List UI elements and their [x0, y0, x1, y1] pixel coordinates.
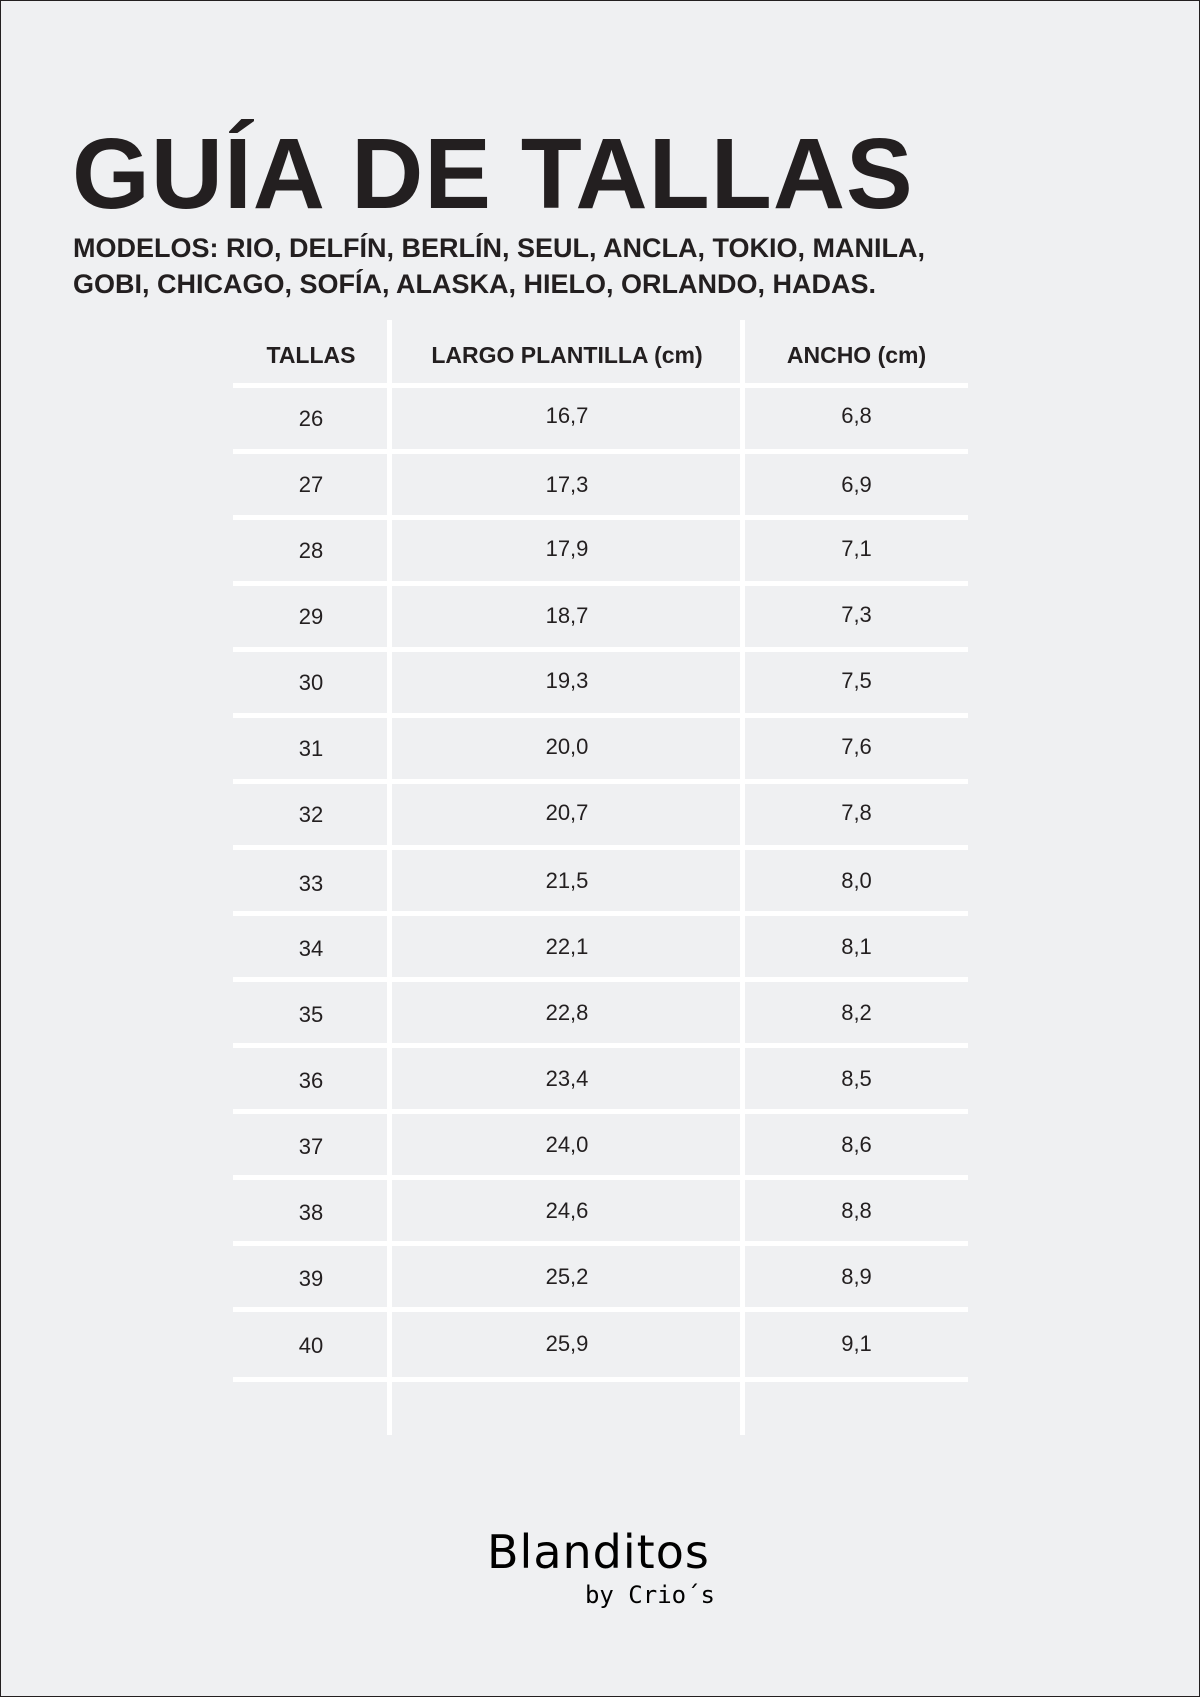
length-cell: 20,7	[545, 800, 589, 825]
row-divider	[233, 449, 968, 454]
width-cell: 8,8	[841, 1198, 872, 1223]
size-cell: 27	[298, 472, 324, 497]
row-divider	[233, 1175, 968, 1180]
row-divider	[233, 713, 968, 718]
length-cell: 18,7	[545, 603, 589, 628]
width-cell: 8,9	[841, 1264, 872, 1289]
header-tallas: TALLAS	[266, 342, 356, 368]
width-cell: 7,6	[841, 734, 872, 759]
size-cell: 30	[298, 670, 324, 695]
length-cell: 24,6	[545, 1198, 589, 1223]
width-cell: 7,8	[841, 800, 872, 825]
length-cell: 25,9	[545, 1331, 589, 1356]
row-divider	[233, 647, 968, 652]
size-cell: 36	[298, 1068, 324, 1093]
length-cell: 23,4	[545, 1066, 589, 1091]
size-cell: 39	[298, 1266, 324, 1291]
width-cell: 7,3	[841, 602, 872, 627]
brand-logo	[487, 1524, 717, 1610]
size-cell: 29	[298, 604, 324, 629]
row-divider	[233, 779, 968, 784]
size-cell: 26	[298, 406, 324, 431]
width-cell: 6,8	[841, 403, 872, 428]
header-largo-plantilla: LARGO PLANTILLA (cm)	[431, 342, 703, 368]
size-cell: 32	[298, 802, 324, 827]
length-cell: 21,5	[545, 868, 589, 893]
length-cell: 24,0	[545, 1132, 589, 1157]
row-divider	[233, 383, 968, 388]
row-divider	[233, 515, 968, 520]
width-cell: 9,1	[841, 1331, 872, 1356]
row-divider	[233, 845, 968, 850]
length-cell: 22,1	[545, 934, 589, 959]
size-cell: 35	[298, 1002, 324, 1027]
length-cell: 19,3	[545, 668, 589, 693]
width-cell: 7,5	[841, 668, 872, 693]
width-cell: 8,2	[841, 1000, 872, 1025]
width-cell: 8,0	[841, 868, 872, 893]
row-divider	[233, 1109, 968, 1114]
size-cell: 40	[298, 1333, 324, 1358]
width-cell: 8,5	[841, 1066, 872, 1091]
width-cell: 6,9	[841, 472, 872, 497]
row-divider	[233, 1377, 968, 1382]
row-divider	[233, 1241, 968, 1246]
page-title: GUÍA DE TALLAS	[72, 118, 914, 230]
length-cell: 17,9	[545, 536, 589, 561]
row-divider	[233, 977, 968, 982]
length-cell: 16,7	[545, 403, 589, 428]
size-cell: 38	[298, 1200, 324, 1225]
width-cell: 8,1	[841, 934, 872, 959]
size-cell: 28	[298, 538, 324, 563]
row-divider	[233, 911, 968, 916]
row-divider	[233, 581, 968, 586]
size-cell: 37	[298, 1134, 324, 1159]
width-cell: 8,6	[841, 1132, 872, 1157]
brand-name: Blanditos	[487, 1525, 710, 1579]
models-line-2: GOBI, CHICAGO, SOFÍA, ALASKA, HIELO, ORLANDO, HADAS.	[73, 269, 877, 299]
row-divider	[233, 1043, 968, 1048]
length-cell: 22,8	[545, 1000, 589, 1025]
size-cell: 33	[298, 871, 324, 896]
length-cell: 20,0	[545, 734, 589, 759]
size-cell: 31	[298, 736, 324, 761]
row-divider	[233, 1307, 968, 1312]
header-ancho: ANCHO (cm)	[786, 342, 927, 368]
width-cell: 7,1	[841, 536, 872, 561]
length-cell: 25,2	[545, 1264, 589, 1289]
models-line-1: MODELOS: RIO, DELFÍN, BERLÍN, SEUL, ANCLA, TOKIO, MANILA,	[73, 233, 925, 263]
length-cell: 17,3	[545, 472, 589, 497]
brand-subtitle: by Crio´s	[584, 1581, 715, 1609]
size-cell: 34	[298, 936, 324, 961]
